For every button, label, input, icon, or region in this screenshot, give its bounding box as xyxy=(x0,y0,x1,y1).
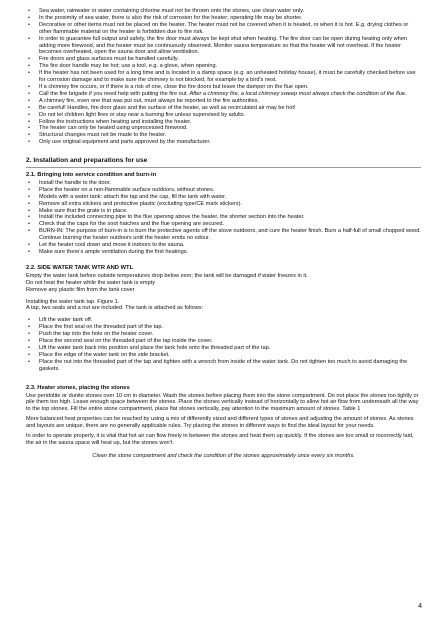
burn-in-step: • Place the heater on a non-flammable surface outdoors, without stones. xyxy=(26,187,421,194)
safety-list-item: • In order to guarantee full output and safety, the fire door must always be kept shut when heating. The fire door can be open during heating only when adding more firewood, and the heater must be continuously observed. Monitor sauna temperature so that the heater will not overheat. If the heater becomes overheated, open the sauna door and allow ventilation. xyxy=(26,36,421,57)
safety-list-item: • If the heater has not been used for a long time and is located in a damp space (e.g. an unheated holiday house), it must be carefully checked before use for corrosion damage and to make sure the chimney is not blocked, for example by a bird's nest. xyxy=(26,70,421,84)
burn-in-step: • Install the handle to the door. xyxy=(26,180,421,187)
burn-in-step: • Remove all extra stickers and protective plastic (excluding type/CE mark stickers). xyxy=(26,201,421,208)
safety-list-item-emphasis: After a chimney fire, a local chimney sweep must always check the condition of the flue. xyxy=(189,90,407,97)
burn-in-step: • Make sure that the grate is in place. xyxy=(26,208,421,215)
stones-paragraph: Use peridotite or dunite stones over 10 cm in diameter. Wash the stones before placing them into the stone compartment. Do not place the stones too tightly or pile them too high. Leave enough space between the stones. Place the stones vertically instead of horizontally to allow hot air flow from underneath all the way to the top stones. Fill the entire stone compartment, place flat stones vertically, pay attention to the maximum amount of stones. Table 1 xyxy=(26,392,419,413)
tap-install-intro: A tap, two seals and a nut are included. The tank is attached as follows: xyxy=(26,305,204,312)
tap-install-step: • Lift the water tank off. xyxy=(26,317,421,324)
tap-install-step: • Place the first seal on the threaded part of the tap. xyxy=(26,324,421,331)
burn-in-step: • Make sure there's ample ventilation during the first heatings. xyxy=(26,249,421,256)
tap-install-step: • Place the nut into the threaded part of the tap and tighten with a wrench from inside of the water tank. Do not tighten too much to avoid damaging the gaskets. xyxy=(26,359,421,373)
safety-list-item: • Do not let children light fires or stay near a burning fire unless supervised by adults. xyxy=(26,112,421,119)
safety-list-item: • A chimney fire, even one that was put out, must always be reported to the fire authorities. xyxy=(26,98,421,105)
safety-list-item: • Only use original equipment and parts approved by the manufacturer. xyxy=(26,139,421,146)
safety-list-item: • Decorative or other items must not be placed on the heater. The heater must not be covered when it is heated, or when it is hot. E.g. drying clothes or other flammable material on the heater is forbidden due to fire risk. xyxy=(26,22,421,36)
section-2-2-heading: 2.2. SIDE WATER TANK WTR AND WTL xyxy=(26,264,134,271)
safety-list-item: • In the proximity of sea water, there is also the risk of corrosion for the heater; operating life may be shorter. xyxy=(26,15,421,22)
safety-list-item: • Be careful! Handles, fire door glass and the surface of the heater, as well as recirculated air may be hot! xyxy=(26,105,421,112)
burn-in-step: • Models with a water tank: attach the tap and the cap, fill the tank with water. xyxy=(26,194,421,201)
document-page xyxy=(26,8,421,460)
tap-install-step: • Push the tap into the hole on the heater cover. xyxy=(26,331,421,338)
water-tank-notes xyxy=(26,273,421,294)
water-tank-note: Do not heat the heater while the water tank is empty xyxy=(26,279,156,286)
tap-install-step: • Place the second seal on the threaded part of the tap inside the cover. xyxy=(26,338,421,345)
section-2-3-heading: 2.3. Heater stones, placing the stones xyxy=(26,384,130,391)
section-2-heading: 2. Installation and preparations for use xyxy=(26,157,148,165)
burn-in-step: • Check that the caps for the soot hatches and the flue opening are secured. xyxy=(26,221,421,228)
stones-maintenance-note: Clean the stone compartment and check the condition of the stones approximately once every six months. xyxy=(92,452,355,459)
water-tank-note: Remove any plastic film from the tank cover xyxy=(26,286,135,293)
stones-paragraph: More balanced heat properties can be reached by using a mix of differently sized and different types of stones and adjusting the amount of stones. As stones and layouts are unique, there are no generally applicable rules. Try placing the stones in different ways to find the ideal layout for your needs. xyxy=(26,416,414,430)
tap-install-step: • Place the edge of the water tank on the side bracket. xyxy=(26,352,421,359)
section-2-1-heading: 2.1. Bringing into service condition and burn-in xyxy=(26,172,157,179)
stones-paragraph: In order to operate properly, it is vital that hot air can flow freely in between the stones and heat them up quickly. If the stones are too small or incorrectly laid, the air in the sauna space will heat up, but the stones won't. xyxy=(26,433,414,446)
safety-list-item: • Structural changes must not be made to the heater. xyxy=(26,132,421,139)
safety-list-item: • Fire doors and glass surfaces must be handled carefully. xyxy=(26,56,421,63)
safety-list-item: • The heater can only be heated using unprocessed firewood. xyxy=(26,125,421,132)
safety-list-item: • Follow the instructions when heating and installing the heater. xyxy=(26,119,421,126)
tap-install-step: • Lift the water tank back into position and place the tank hole onto the threaded part of the tap. xyxy=(26,345,421,352)
burn-in-step: • BURN-IN: The purpose of burn-in is to burn the protective agents off the stove outdoors, and cure the heater finish. Burn a half-full of small chopped wood. Continue burning the heater outdoors until the heater emits no odour. xyxy=(26,228,421,242)
safety-list-item: • If a chimney fire occurs, or if there is a risk of one, close the fire doors but leave the damper on the flue open. xyxy=(26,84,421,91)
burn-in-step: • Install the included connecting pipe to the flue opening above the heater, the shorter section into the heater. xyxy=(26,214,421,221)
safety-list-item xyxy=(26,91,421,98)
water-tank-note: Empty the water tank before outside temperatures drop below zero; the tank will be damaged if water freezes in it. xyxy=(26,272,308,279)
burn-in-steps-list xyxy=(26,180,421,256)
tap-install-steps-list xyxy=(26,317,421,372)
safety-list-item: • The fire door handle may be hot; use a tool, e.g. a glove, when opening. xyxy=(26,63,421,70)
tap-install-intro: Installing the water tank tap. Figure 1. xyxy=(26,298,120,305)
safety-list-item: • Sea water, rainwater or water containing chlorine must not be thrown onto the stones, use clean water only. xyxy=(26,8,421,15)
burn-in-step: • Let the heater cool down and move it indoors to the sauna. xyxy=(26,242,421,249)
safety-instructions-list xyxy=(26,8,421,146)
section-divider xyxy=(26,167,421,168)
safety-list-item-text: Call the fire brigade if you need help with putting the fire out. xyxy=(39,90,190,97)
page-number: 4 xyxy=(418,603,422,610)
